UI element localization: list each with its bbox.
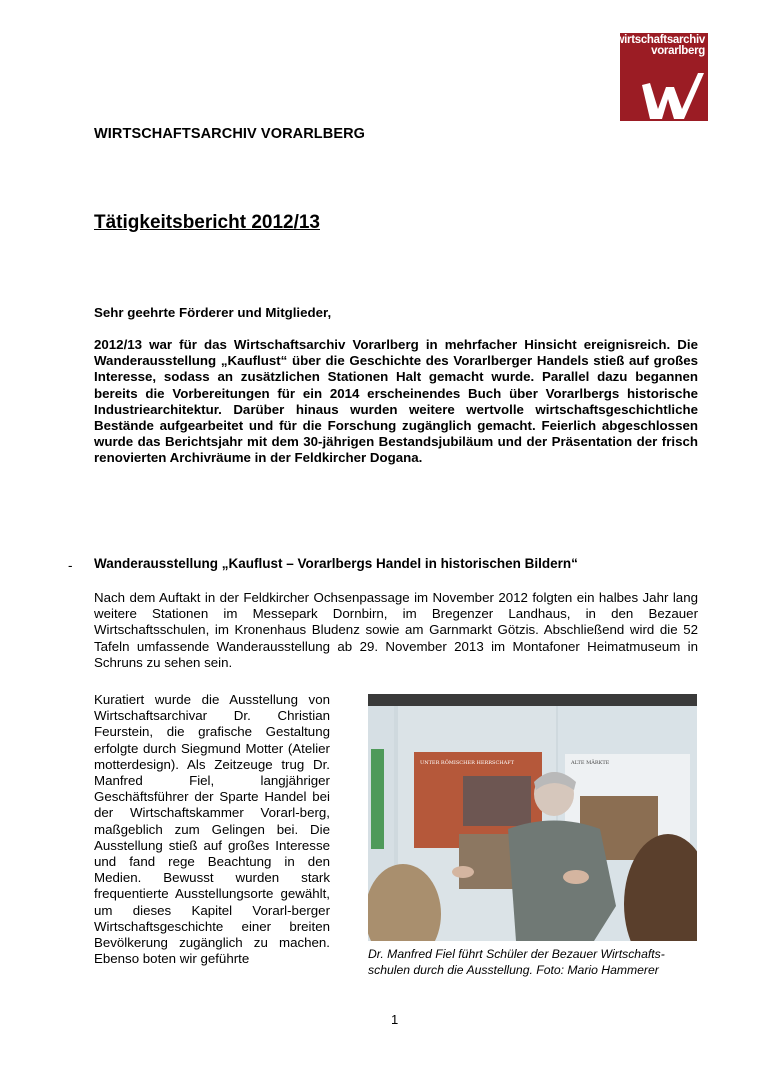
column-paragraph: Kuratiert wurde die Ausstellung von Wirtschaftsarchivar Dr. Christian Feurstein, die grafische Gestaltung erfolgte durch Siegmund Motter (Atelier motterdesign). Als Zeitzeuge trug Dr. Manfred Fiel, langjähriger Geschäftsführer der Sparte Handel bei der Wirtschaftskammer Vorarl-berg, maßgeblich zum Gelingen bei. Die Ausstellung stieß auf großes Interesse und fand rege Beachtung in den Medien. Bewusst wurden stark frequentierte Ausstellungsorte gewählt, um dieses Kapitel Vorarl-berger Wirtschaftsgeschichte einer breiten Bevölkerung zugänglich zu machen. Ebenso boten wir geführte xyxy=(94,692,330,967)
exhibition-photo xyxy=(368,694,697,941)
intro-paragraph: 2012/13 war für das Wirtschaftsarchiv Vorarlberg in mehrfacher Hinsicht ereignisreich. Die Wanderausstellung „Kauflust“ über die Geschichte des Vorarlberger Handels stieß auf großes Interesse, sodass an zusätzlichen Stationen Halt gemacht wurde. Parallel dazu begannen bereits die Vorbereitungen für ein 2014 erscheinendes Buch über Vorarlbergs historische Industriearchitektur. Darüber hinaus wurden weitere wertvolle wirtschaftsgeschichtliche Bestände aufgearbeitet und für die Forschung zugänglich gemacht. Feierlich abgeschlossen wurde das Berichtsjahr mit dem 30-jährigen Bestandsjubiläum und der Präsentation der frisch renovierten Archivräume in der Feldkircher Dogana. xyxy=(94,337,698,466)
section-paragraph: Nach dem Auftakt in der Feldkircher Ochsenpassage im November 2012 folgten ein halbes Jahr lang weitere Stationen im Messepark Dornbirn, im Bregenzer Landhaus, in den Bezauer Wirtschaftsschulen, im Kronenhaus Bludenz sowie am Garnmarkt Götzis. Abschließend wird die 52 Tafeln umfassende Wanderausstellung ab 29. November 2013 im Montafoner Heimatmuseum in Schruns zu sehen sein. xyxy=(94,590,698,670)
logo xyxy=(615,33,708,121)
photo-illustration xyxy=(368,694,697,941)
page-number: 1 xyxy=(391,1012,399,1027)
section-heading: Wanderausstellung „Kauflust – Vorarlbergs Handel in historischen Bildern“ xyxy=(94,556,578,571)
bullet-dash: - xyxy=(68,558,73,573)
logo-w-mark-icon xyxy=(620,33,708,121)
document-title: Tätigkeitsbericht 2012/13 xyxy=(94,212,320,233)
panel-left-title: UNTER RÖMISCHER HERRSCHAFT xyxy=(420,760,515,766)
photo-caption: Dr. Manfred Fiel führt Schüler der Bezauer Wirtschafts-schulen durch die Ausstellung. Foto: Mario Hammerer xyxy=(368,947,665,977)
logo-line-2: vorarlberg xyxy=(651,45,705,57)
panel-right-title: ALTE MÄRKTE xyxy=(571,760,610,766)
organization-name: WIRTSCHAFTSARCHIV VORARLBERG xyxy=(94,126,366,142)
logo-line-1: wirtschaftsarchiv xyxy=(615,34,705,46)
greeting: Sehr geehrte Förderer und Mitglieder, xyxy=(94,305,332,320)
